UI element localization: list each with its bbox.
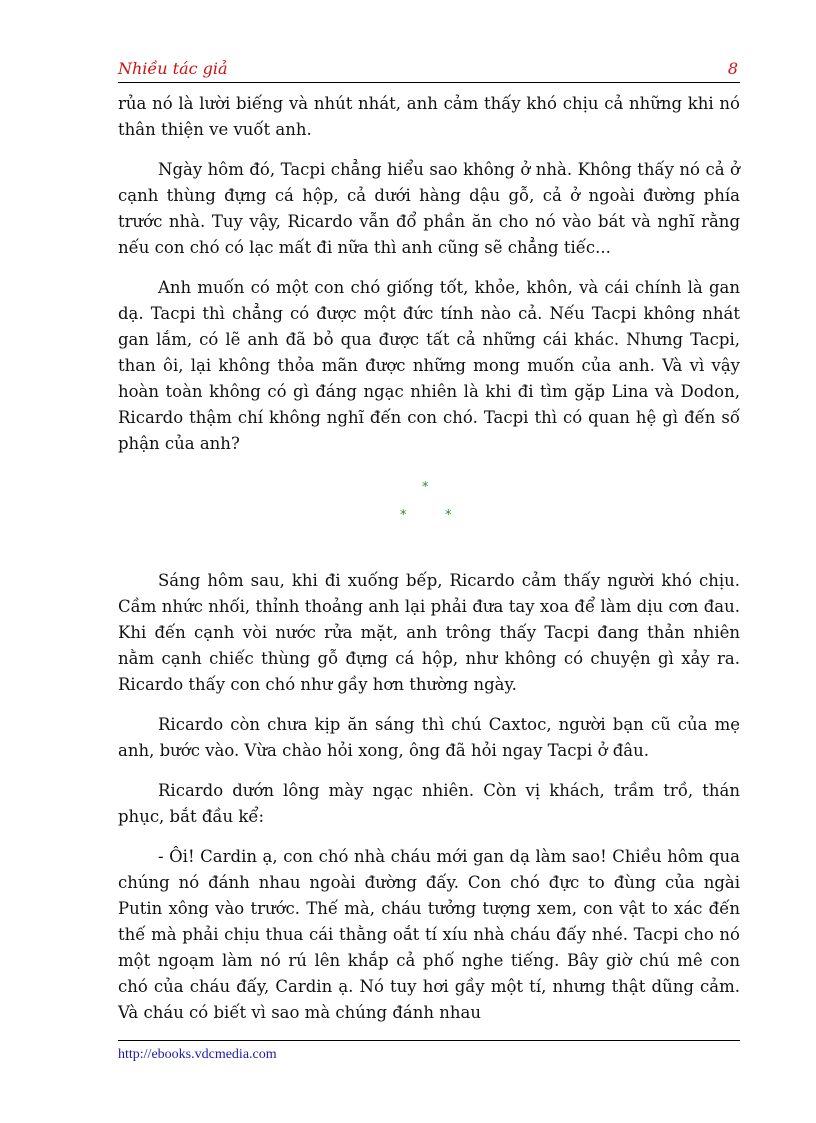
paragraph: Ngày hôm đó, Tacpi chẳng hiểu sao không ở nhà. Không thấy nó cả ở cạnh thùng đựng cá hộp, cả dưới hàng dậu gỗ, cả ở ngoài đường phía trước nhà. Tuy vậy, Ricardo vẫn đổ phần ăn cho nó vào bát và nghĩ rằng nếu con chó có lạc mất đi nữa thì anh cũng sẽ chẳng tiếc... <box>118 160 740 257</box>
body-text-top <box>118 91 740 471</box>
separator-star: * <box>422 480 429 495</box>
paragraph: Anh muốn có một con chó giống tốt, khỏe, khôn, và cái chính là gan dạ. Tacpi thì chẳng có được một đức tính nào cả. Nếu Tacpi không nhát gan lắm, có lẽ anh đã bỏ qua được tất cả những cái khác. Nhưng Tacpi, than ôi, lại không thỏa mãn được những mong muốn của anh. Và vì vậy hoàn toàn không có gì đáng ngạc nhiên là khi đi tìm gặp Lina và Dodon, Ricardo thậm chí không nghĩ đến con chó. Tacpi thì có quan hệ gì đến số phận của anh? <box>118 278 740 453</box>
page-footer <box>118 1040 740 1062</box>
page-header <box>118 58 740 83</box>
separator-star: * <box>400 508 407 523</box>
paragraph: Ricardo dướn lông mày ngạc nhiên. Còn vị khách, trầm trồ, thán phục, bắt đầu kể: <box>118 781 740 826</box>
separator-star: * <box>445 508 452 523</box>
header-author: Nhiều tác giả <box>118 59 228 78</box>
body-text-bottom <box>118 568 740 1040</box>
paragraph: Ricardo còn chưa kịp ăn sáng thì chú Caxtoc, người bạn cũ của mẹ anh, bước vào. Vừa chào hỏi xong, ông đã hỏi ngay Tacpi ở đâu. <box>118 715 740 760</box>
paragraph: Sáng hôm sau, khi đi xuống bếp, Ricardo cảm thấy người khó chịu. Cầm nhức nhối, thỉnh thoảng anh lại phải đưa tay xoa để làm dịu cơn đau. Khi đến cạnh vòi nước rửa mặt, anh trông thấy Tacpi đang thản nhiên nằm cạnh chiếc thùng gỗ đựng cá hộp, như không có chuyện gì xảy ra. Ricardo thấy con chó như gầy hơn thường ngày. <box>118 571 740 694</box>
paragraph: rủa nó là lười biếng và nhút nhát, anh cảm thấy khó chịu cả những khi nó thân thiện ve vuốt anh. <box>118 94 740 139</box>
footer-link[interactable]: http://ebooks.vdcmedia.com <box>118 1047 277 1062</box>
paragraph: - Ôi! Cardin ạ, con chó nhà cháu mới gan dạ làm sao! Chiều hôm qua chúng nó đánh nhau ngoài đường đấy. Con chó đực to đùng của ngài Putin xông vào trước. Thế mà, cháu tưởng tượng xem, con vật to xác đến thế mà phải chịu thua cái thằng oắt tí xíu nhà cháu đấy nhé. Tacpi cho nó một ngoạm làm nó rú lên khắp cả phố nghe tiếng. Bây giờ chú mê con chó của cháu đấy, Cardin ạ. Nó tuy hơi gầy một tí, nhưng thật dũng cảm. Và cháu có biết vì sao mà chúng đánh nhau <box>118 847 740 1022</box>
section-separator <box>118 480 740 540</box>
page-number: 8 <box>727 59 738 78</box>
